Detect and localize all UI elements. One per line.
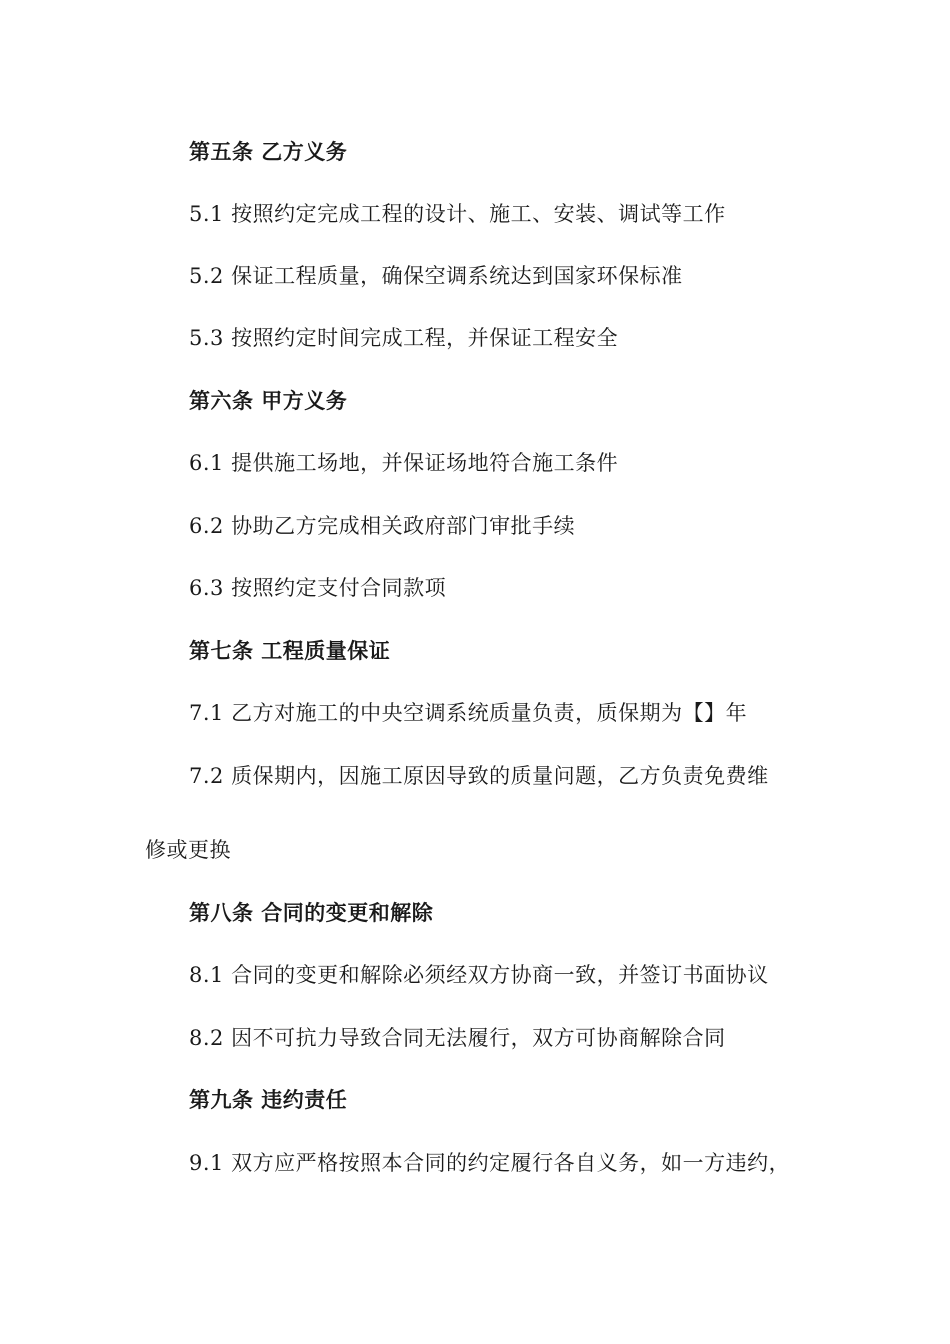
clause-7-1: 7.1 乙方对施工的中央空调系统质量负责，质保期为【】年 [189,701,748,725]
clause-6-1: 6.1 提供施工场地，并保证场地符合施工条件 [189,451,619,475]
clause-6-2: 6.2 协助乙方完成相关政府部门审批手续 [189,514,576,538]
article-7-heading: 第七条 工程质量保证 [189,638,391,663]
clause-8-1: 8.1 合同的变更和解除必须经双方协商一致，并签订书面协议 [189,963,769,987]
clause-9-1: 9.1 双方应严格按照本合同的约定履行各自义务，如一方违约， [189,1151,791,1175]
article-8-heading: 第八条 合同的变更和解除 [189,900,434,925]
clause-5-2: 5.2 保证工程质量，确保空调系统达到国家环保标准 [189,264,683,288]
article-5-heading: 第五条 乙方义务 [189,139,348,164]
article-9-heading: 第九条 违约责任 [189,1087,348,1112]
clause-8-2: 8.2 因不可抗力导致合同无法履行，双方可协商解除合同 [189,1026,726,1050]
clause-5-3: 5.3 按照约定时间完成工程，并保证工程安全 [189,326,619,350]
clause-7-2: 7.2 质保期内，因施工原因导致的质量问题，乙方负责免费维 [189,764,769,788]
clause-7-2-continuation: 修或更换 [145,838,231,862]
clause-5-1: 5.1 按照约定完成工程的设计、施工、安装、调试等工作 [189,202,726,226]
article-6-heading: 第六条 甲方义务 [189,388,348,413]
clause-6-3: 6.3 按照约定支付合同款项 [189,576,447,600]
